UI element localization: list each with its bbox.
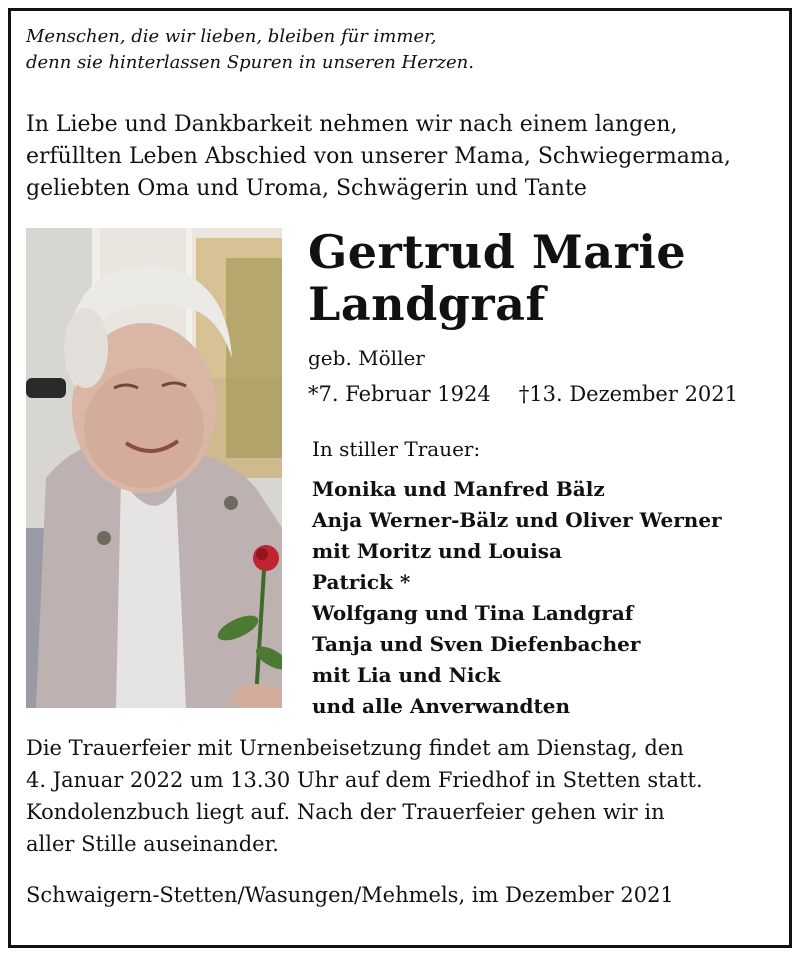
intro-line: In Liebe und Dankbarkeit nehmen wir nach einem langen, — [26, 112, 678, 137]
mourner-entry: Wolfgang und Tina Landgraf — [312, 601, 634, 625]
mourner-entry: mit Moritz und Louisa — [312, 539, 562, 563]
service-line: Die Trauerfeier mit Urnenbeisetzung findet am Dienstag, den — [26, 736, 684, 760]
motto — [26, 24, 474, 76]
service-info — [26, 732, 766, 860]
birth-name: geb. Möller — [308, 346, 425, 370]
mourner-entry: Anja Werner-Bälz und Oliver Werner — [312, 508, 722, 532]
motto-line: Menschen, die wir lieben, bleiben für immer, — [26, 26, 437, 47]
life-dates — [308, 380, 738, 408]
last-name: Landgraf — [308, 277, 546, 331]
mourner-entry: Patrick * — [312, 570, 411, 594]
mourning-heading: In stiller Trauer: — [312, 437, 481, 461]
service-line: Kondolenzbuch liegt auf. Nach der Trauerfeier gehen wir in — [26, 800, 665, 824]
intro-text — [26, 109, 766, 205]
deceased-name — [308, 226, 686, 330]
service-line: 4. Januar 2022 um 13.30 Uhr auf dem Friedhof in Stetten statt. — [26, 768, 703, 792]
portrait-illustration — [26, 228, 282, 708]
intro-line: erfüllten Leben Abschied von unserer Mama, Schwiegermama, — [26, 144, 731, 169]
service-line: aller Stille auseinander. — [26, 832, 279, 856]
intro-line: geliebten Oma und Uroma, Schwägerin und Tante — [26, 176, 587, 201]
mourner-entry: und alle Anverwandten — [312, 694, 571, 718]
first-names: Gertrud Marie — [308, 225, 687, 279]
motto-line: denn sie hinterlassen Spuren in unseren Herzen. — [26, 52, 474, 73]
mourner-entry: mit Lia und Nick — [312, 663, 501, 687]
mourners-list — [312, 474, 722, 722]
birth-date: *7. Februar 1924 — [308, 382, 491, 406]
portrait-photo — [26, 228, 282, 708]
place-and-date: Schwaigern-Stetten/Wasungen/Mehmels, im Dezember 2021 — [26, 883, 674, 907]
mourner-entry: Monika und Manfred Bälz — [312, 477, 605, 501]
death-date: †13. Dezember 2021 — [518, 382, 739, 406]
mourner-entry: Tanja und Sven Diefenbacher — [312, 632, 641, 656]
